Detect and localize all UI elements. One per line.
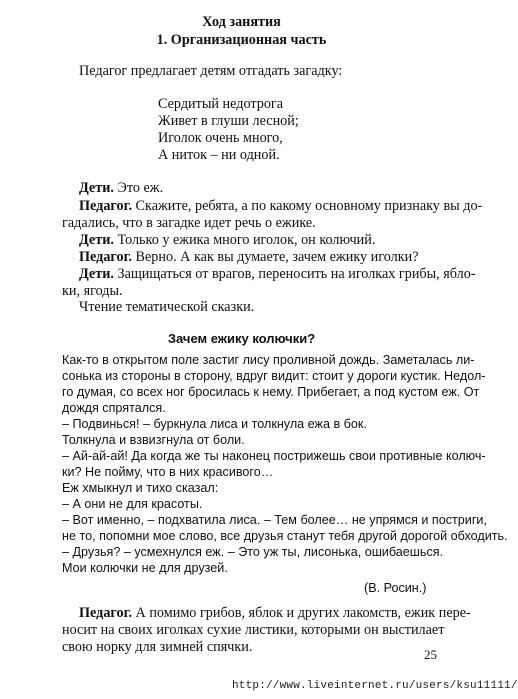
intro-paragraph: Педагог предлагает детям отгадать загадку:: [79, 63, 343, 79]
tale-line: го думая, со всех ног бросилась к нему. Прибегает, а под кустом еж. От: [62, 385, 480, 399]
page-number: 25: [424, 647, 437, 662]
dialogue-line: [79, 180, 163, 197]
closing-line: свою норку для зимней спячки.: [62, 639, 253, 655]
section-heading: 1. Организационная часть: [156, 32, 327, 48]
dialogue-text: Защищаться от врагов, переносить на иголках грибы, ябло-: [113, 266, 476, 282]
tale-line: дождя спрятался.: [62, 401, 166, 415]
dialogue-line: [79, 266, 476, 283]
tale-line: ки? Не пойму, что в них красивого…: [62, 465, 274, 479]
speaker-label: Педагог.: [79, 605, 132, 621]
speaker-label: Дети.: [79, 232, 114, 248]
speaker-label: Педагог.: [79, 198, 132, 214]
riddle-line: Сердитый недотрога: [158, 96, 284, 112]
tale-line: – Вот именно, – подхватила лиса. – Тем более… не упрямся и постриги,: [62, 513, 487, 527]
lesson-heading: Ход занятия: [202, 14, 281, 30]
closing-line: носит на своих иголках сухие листики, которыми он выстилает: [62, 622, 445, 638]
dialogue-text: Это еж.: [113, 180, 164, 196]
tale-line: Мои колючки не для друзей.: [62, 561, 228, 575]
closing-line: [79, 605, 471, 622]
dialogue-line: [79, 249, 419, 266]
dialogue-continuation: гадались, что в загадке идет речь о ежике.: [62, 215, 316, 231]
tale-title: Зачем ежику колючки?: [167, 331, 316, 346]
dialogue-text: Верно. А как вы думаете, зачем ежику иголки?: [132, 249, 419, 265]
tale-line: Как-то в открытом поле застиг лису проливной дождь. Заметалась ли-: [62, 353, 475, 367]
speaker-label: Педагог.: [79, 249, 132, 265]
riddle-line: Иголок очень много,: [158, 130, 283, 146]
tale-line: не то, попомни мое слово, все друзья станут тебя другой дорогой обходить.: [62, 529, 508, 543]
tale-line: – Ай-ай-ай! Да когда же ты наконец пострижешь свои противные колюч-: [62, 449, 486, 463]
riddle-line: А ниток – ни одной.: [158, 147, 280, 163]
tale-line: – Друзья? – усмехнулся еж. – Это уж ты, лисонька, ошибаешься.: [62, 545, 444, 559]
speaker-label: Дети.: [79, 266, 114, 282]
tale-line: Толкнула и взвизгнула от боли.: [62, 433, 245, 447]
dialogue-line: [79, 232, 375, 249]
dialogue-text: Только у ежика много иголок, он колючий.: [113, 232, 376, 248]
tale-line: – Подвинься! – буркнула лиса и толкнула ежа в бок.: [62, 417, 367, 431]
reading-note: Чтение тематической сказки.: [79, 299, 255, 315]
watermark-url: http://www.liveinternet.ru/users/ksu11111/: [232, 680, 518, 692]
dialogue-continuation: ки, ягоды.: [62, 283, 123, 299]
tale-line: сонька из стороны в сторону, вдруг видит: стоит у дороги кустик. Недол-: [62, 369, 486, 383]
closing-text: А помимо грибов, яблок и других лакомств, ежик пере-: [132, 605, 471, 621]
riddle-line: Живет в глуши лесной;: [158, 113, 299, 129]
speaker-label: Дети.: [79, 180, 114, 196]
dialogue-text: Скажите, ребята, а по какому основному признаку вы до-: [132, 198, 483, 214]
tale-author: (В. Росин.): [364, 581, 427, 595]
tale-line: – А они не для красоты.: [62, 497, 203, 511]
dialogue-line: [79, 198, 482, 215]
tale-line: Еж хмыкнул и тихо сказал:: [62, 481, 219, 495]
